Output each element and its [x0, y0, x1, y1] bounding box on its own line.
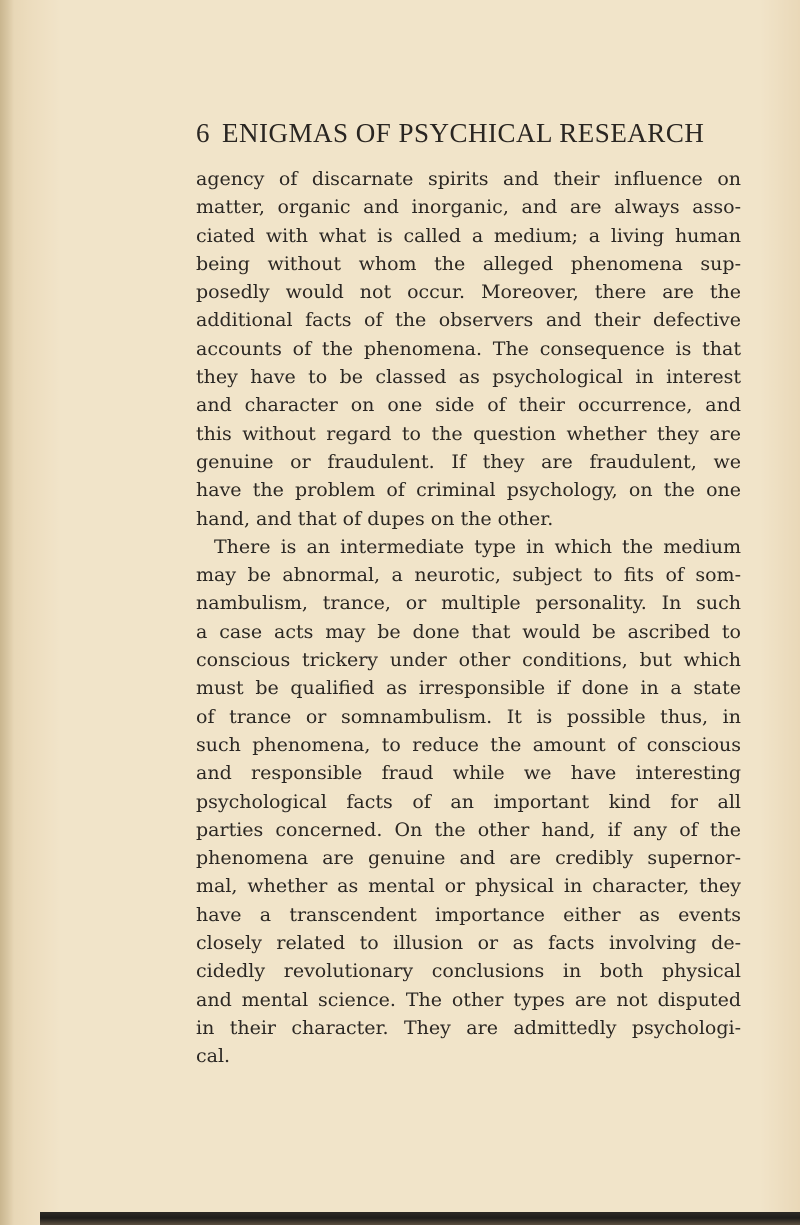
text-line: posedly would not occur. Moreover, there are the: [196, 281, 741, 304]
body-text: [196, 165, 741, 1071]
page-bottom-edge: [40, 1212, 800, 1225]
text-line: agency of discarnate spirits and their influence on: [196, 168, 741, 190]
text-line: conscious trickery under other conditions, but which: [196, 649, 741, 672]
text-line: being without whom the alleged phenomena sup-: [196, 252, 741, 275]
running-header: [196, 118, 756, 149]
text-line: of trance or somnambulism. It is possible thus, in: [196, 705, 741, 728]
text-line: closely related to illusion or as facts involving de-: [196, 932, 741, 955]
text-line: this without regard to the question whether they are: [196, 422, 741, 445]
text-line: genuine or fraudulent. If they are fraudulent, we: [196, 450, 741, 473]
gutter-shadow: [0, 0, 14, 1225]
text-line: matter, organic and inorganic, and are always asso-: [196, 196, 741, 219]
text-line: ciated with what is called a medium; a living human: [196, 224, 741, 247]
text-line: mal, whether as mental or physical in character, they: [196, 875, 741, 898]
text-line: and responsible fraud while we have interesting: [196, 762, 741, 785]
text-line: and character on one side of their occurrence, and: [196, 394, 741, 417]
text-line: such phenomena, to reduce the amount of conscious: [196, 733, 741, 756]
text-line: they have to be classed as psychological in interest: [196, 366, 741, 389]
text-line: and mental science. The other types are not disputed: [196, 988, 741, 1011]
text-line: have a transcendent importance either as events: [196, 903, 741, 926]
page-number: 6: [196, 118, 210, 148]
text-line: phenomena are genuine and are credibly supernor-: [196, 847, 741, 870]
text-line: must be qualified as irresponsible if done in a state: [196, 677, 741, 700]
text-line-paragraph-end: hand, and that of dupes on the other.: [196, 507, 554, 530]
text-line: cidedly revolutionary conclusions in both physical: [196, 960, 741, 983]
text-line-paragraph-end: cal.: [196, 1045, 231, 1068]
text-line: a case acts may be done that would be ascribed to: [196, 620, 741, 643]
running-head-title: ENIGMAS OF PSYCHICAL RESEARCH: [222, 118, 705, 148]
text-line: have the problem of criminal psychology, on the one: [196, 479, 741, 502]
text-line: accounts of the phenomena. The consequence is that: [196, 337, 741, 360]
text-line: parties concerned. On the other hand, if any of the: [196, 818, 741, 841]
text-line: may be abnormal, a neurotic, subject to fits of som-: [196, 564, 741, 587]
text-line: psychological facts of an important kind for all: [196, 790, 741, 813]
text-line-paragraph-start: There is an intermediate type in which the medium: [214, 535, 741, 558]
text-line: in their character. They are admittedly psychologi-: [196, 1016, 741, 1039]
text-line: additional facts of the observers and their defective: [196, 309, 741, 332]
text-line: nambulism, trance, or multiple personality. In such: [196, 592, 741, 615]
